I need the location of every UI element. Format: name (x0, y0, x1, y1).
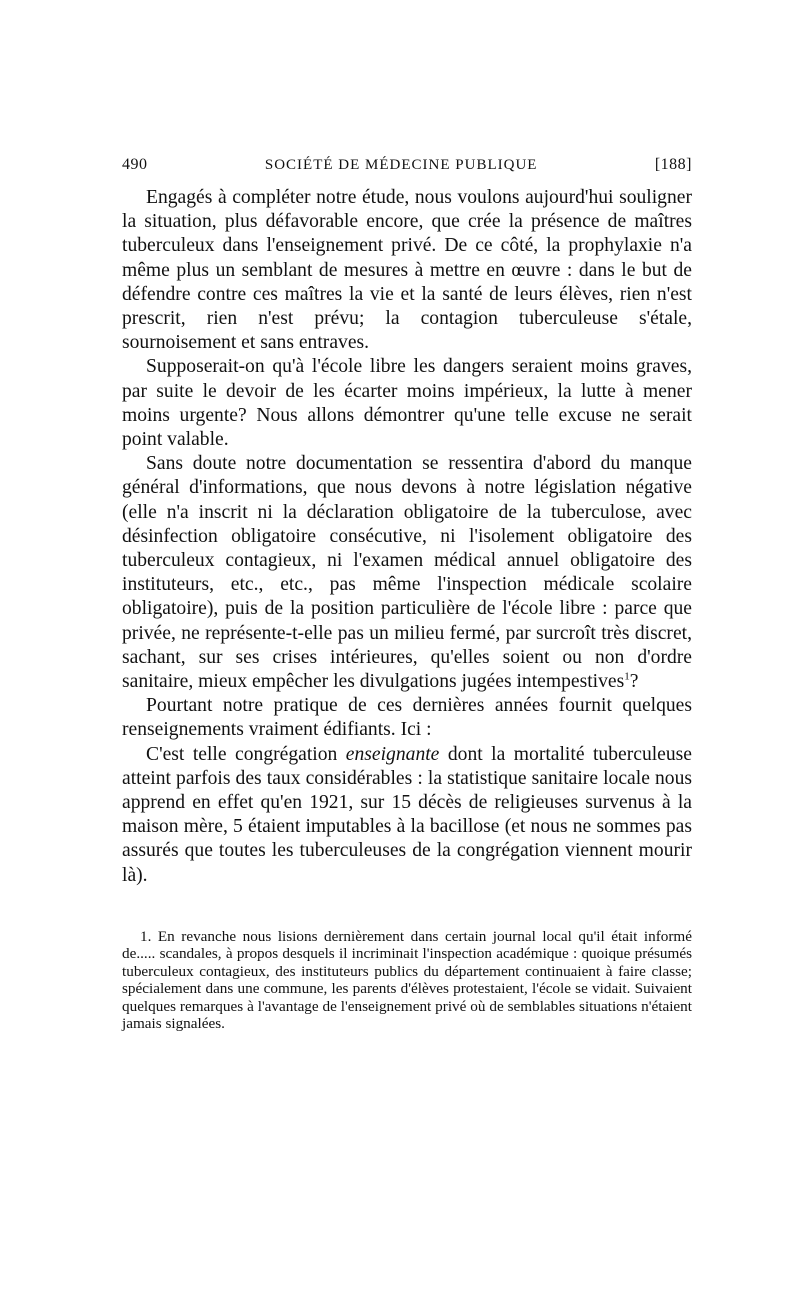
emphasized-word: enseignante (345, 743, 440, 765)
footnote (122, 928, 692, 1033)
paragraph-text: Sans doute notre documentation se ressentira d'abord du manque général d'informations, que nous devons à notre législation négative (elle n'a inscrit ni la déclaration obligatoire de la tuberculose, avec désinfection obligatoire consécutive, ni l'isolement obligatoire des tuberculeux contagieux, ni l'examen médical annuel obligatoire des instituteurs, etc., etc., pas même l'inspection médicale scolaire obligatoire), puis de la position particulière de l'école libre : parce que privée, ne représente-t-elle pas un milieu fermé, par surcroît très discret, sachant, sur ses crises intérieures, qu'elles soient ou non d'ordre sanitaire, mieux empêcher les divulgations jugées intempestives (122, 453, 692, 693)
paragraph (122, 186, 692, 355)
body-text (122, 186, 692, 888)
document-page (122, 156, 692, 1033)
paragraph (122, 355, 692, 452)
paragraph (122, 452, 692, 694)
page-number: 490 (122, 156, 148, 173)
footnote-text: En revanche nous lisions dernièrement dans certain journal local qu'il était informé de..... scandales, à propos desquels il incriminait l'inspection académique : quoique présumés tuberculeux contagieux, des instituteurs publics du département continuaient à faire classe; spécialement dans une commune, les parents d'élèves protestaient, l'école se vidait. Suivaient quelques remarques à l'avantage de l'enseignement privé où de semblables situations n'étaient jamais signalées. (122, 927, 692, 1033)
paragraph-text: Supposerait-on qu'à l'école libre les dangers seraient moins graves, par suite le devoir de les écarter moins impérieux, la lutte à mener moins urgente? Nous allons démontrer qu'une telle excuse ne serait point valable. (122, 356, 692, 451)
footnote-number: 1. (140, 927, 152, 945)
footnote-reference: 1 (624, 670, 630, 683)
running-header (122, 156, 692, 174)
paragraph (122, 743, 692, 888)
paragraph-text: C'est telle congrégation (146, 743, 346, 765)
paragraph-text-end: ? (629, 671, 639, 693)
bracket-page-number: [188] (654, 156, 692, 173)
paragraph (122, 694, 692, 742)
paragraph-text: Engagés à compléter notre étude, nous voulons aujourd'hui souligner la situation, plus défavorable encore, que crée la présence de maîtres tuberculeux dans l'enseignement privé. De ce côté, la prophylaxie n'a même plus un semblant de mesures à mettre en œuvre : dans le but de défendre contre ces maîtres la vie et la santé de leurs élèves, rien n'est prescrit, rien n'est prévu; la contagion tuberculeuse s'étale, sournoisement et sans entraves. (122, 187, 692, 354)
paragraph-text-end: dont la mortalité tuberculeuse atteint parfois des taux considérables : la statistique sanitaire locale nous apprend en effet qu'en 1921, sur 15 décès de religieuses survenus à la maison mère, 5 étaient imputables à la bacillose (et nous ne sommes pas assurés que toutes les tuberculeuses de la congrégation viennent mourir là). (122, 743, 692, 886)
running-title: SOCIÉTÉ DE MÉDECINE PUBLIQUE (264, 157, 538, 173)
paragraph-text: Pourtant notre pratique de ces dernières années fournit quelques renseignements vraiment édifiants. Ici : (122, 695, 692, 741)
